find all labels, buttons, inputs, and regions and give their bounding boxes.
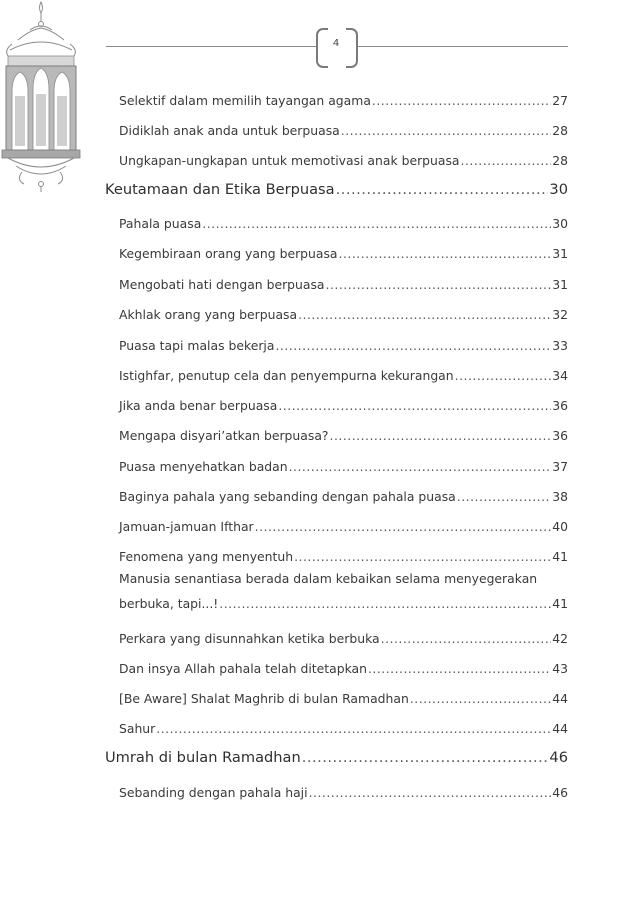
toc-entry-page: 38 [552, 489, 568, 504]
toc-entry-page: 27 [552, 93, 568, 108]
toc-entry-title: Sahur [119, 721, 156, 736]
toc-entry[interactable] [119, 428, 568, 443]
toc-entry-title: Perkara yang disunnahkan ketika berbuka [119, 631, 380, 646]
toc-entry-title: Jika anda benar berpuasa [119, 398, 278, 413]
toc-entry-page: 43 [552, 661, 568, 676]
toc-entry-page: 46 [549, 749, 568, 766]
toc-entry[interactable] [119, 721, 568, 736]
toc-leader-dots [326, 277, 552, 292]
toc-entry-title: Ungkapan-ungkapan untuk memotivasi anak berpuasa [119, 153, 460, 168]
toc-leader-dots [330, 428, 552, 443]
toc-entry-title: Sebanding dengan pahala haji [119, 785, 308, 800]
toc-chapter-entry[interactable] [105, 181, 568, 198]
toc-entry[interactable] [119, 596, 568, 611]
toc-entry-page: 40 [552, 519, 568, 534]
toc-entry-title: Mengobati hati dengan berpuasa [119, 277, 325, 292]
toc-entry-page: 41 [552, 596, 568, 611]
toc-entry-title: Keutamaan dan Etika Berpuasa [105, 181, 335, 198]
toc-entry-title: Kegembiraan orang yang berpuasa [119, 246, 338, 261]
toc-entry-page: 36 [552, 428, 568, 443]
toc-leader-dots [294, 549, 551, 564]
toc-entry-title: berbuka, tapi...! [119, 596, 219, 611]
toc-leader-dots [372, 93, 551, 108]
toc-entry-page: 36 [552, 398, 568, 413]
toc-leader-dots [381, 631, 552, 646]
toc-entry-title: Pahala puasa [119, 216, 202, 231]
toc-entry-title: [Be Aware] Shalat Maghrib di bulan Ramadhan [119, 691, 409, 706]
toc-leader-dots [309, 785, 552, 800]
toc-entry[interactable] [119, 307, 568, 322]
toc-leader-dots [336, 181, 549, 198]
toc-entry-title: Selektif dalam memilih tayangan agama [119, 93, 371, 108]
toc-leader-dots [455, 368, 552, 383]
toc-entry-title: Istighfar, penutup cela dan penyempurna kekurangan [119, 368, 454, 383]
toc-entry[interactable] [119, 691, 568, 706]
toc-chapter-entry[interactable] [105, 749, 568, 766]
toc-entry-title: Jamuan-jamuan Ifthar [119, 519, 254, 534]
toc-entry-page: 31 [552, 277, 568, 292]
toc-leader-dots [289, 459, 552, 474]
toc-entry[interactable] [119, 216, 568, 231]
toc-entry-page: 44 [552, 691, 568, 706]
toc-entry[interactable] [119, 277, 568, 292]
toc-entry[interactable] [119, 459, 568, 474]
toc-entry-title-line: Manusia senantiasa berada dalam kebaikan selama menyegerakan [119, 571, 538, 586]
toc-leader-dots [278, 398, 551, 413]
toc-entry[interactable] [119, 631, 568, 646]
toc-entry-page: 46 [552, 785, 568, 800]
toc-entry-page: 41 [552, 549, 568, 564]
toc-entry[interactable] [119, 661, 568, 676]
toc-entry-page: 31 [552, 246, 568, 261]
toc-entry-page: 30 [549, 181, 568, 198]
toc-entry-page: 44 [552, 721, 568, 736]
toc-entry-page: 30 [552, 216, 568, 231]
toc-entry[interactable] [119, 519, 568, 534]
toc-leader-dots [156, 721, 551, 736]
toc-entry[interactable] [119, 153, 568, 168]
toc-entry[interactable] [119, 123, 568, 138]
page-number: 4 [332, 38, 340, 49]
toc-entry[interactable] [119, 785, 568, 800]
toc-leader-dots [275, 338, 551, 353]
toc-entry-page: 34 [552, 368, 568, 383]
toc-entry-title: Puasa menyehatkan badan [119, 459, 288, 474]
toc-entry-page: 42 [552, 631, 568, 646]
toc-leader-dots [341, 123, 551, 138]
toc-entry[interactable] [119, 368, 568, 383]
toc-entry-title: Mengapa disyari’atkan berpuasa? [119, 428, 329, 443]
toc-entry-title: Fenomena yang menyentuh [119, 549, 294, 564]
toc-entry[interactable] [119, 398, 568, 413]
toc-leader-dots [255, 519, 552, 534]
toc-entry[interactable] [119, 549, 568, 564]
toc-leader-dots [410, 691, 551, 706]
toc-entry-title: Umrah di bulan Ramadhan [105, 749, 301, 766]
toc-leader-dots [457, 489, 551, 504]
toc-entry-title: Akhlak orang yang berpuasa [119, 307, 298, 322]
toc-entry[interactable] [119, 93, 568, 108]
toc-entry[interactable] [119, 489, 568, 504]
toc-leader-dots [302, 749, 549, 766]
toc-leader-dots [339, 246, 552, 261]
toc-entry-page: 28 [552, 123, 568, 138]
toc-entry-page: 37 [552, 459, 568, 474]
toc-leader-dots [298, 307, 551, 322]
toc-entry-page: 28 [552, 153, 568, 168]
toc-entry[interactable] [119, 246, 568, 261]
toc-leader-dots [202, 216, 551, 231]
toc-entry-title: Dan insya Allah pahala telah ditetapkan [119, 661, 367, 676]
toc-entry-title: Baginya pahala yang sebanding dengan pahala puasa [119, 489, 456, 504]
toc-entry-title: Didiklah anak anda untuk berpuasa [119, 123, 340, 138]
toc-entry[interactable] [119, 338, 568, 353]
toc-entry-page: 33 [552, 338, 568, 353]
toc-leader-dots [461, 153, 552, 168]
toc-entry-title: Puasa tapi malas bekerja [119, 338, 275, 353]
toc-entry-page: 32 [552, 307, 568, 322]
toc-leader-dots [219, 596, 551, 611]
toc-leader-dots [368, 661, 551, 676]
